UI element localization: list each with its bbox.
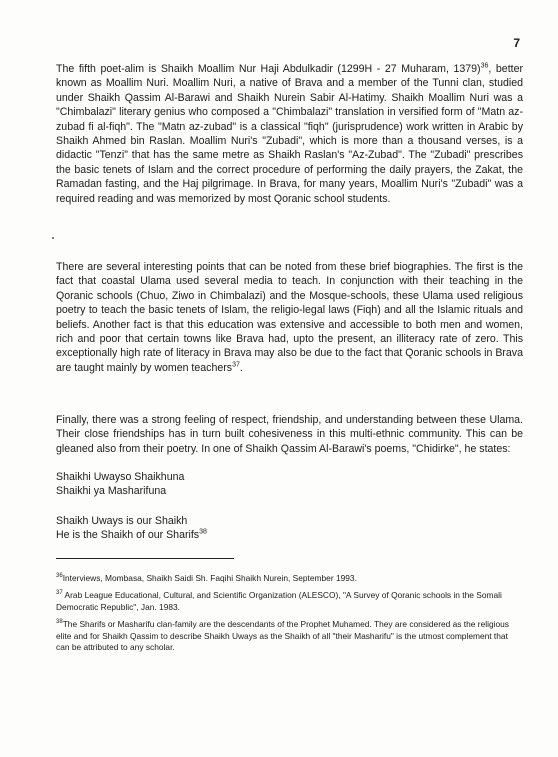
- footnote-number: 36: [56, 573, 63, 580]
- verse-line: Shaikhi ya Masharifuna: [56, 485, 167, 498]
- verse-line: [56, 528, 207, 542]
- scan-speck: [52, 237, 54, 239]
- footnote-number: 37: [56, 590, 63, 597]
- paragraph-poet-alim: [56, 62, 523, 206]
- footnote-ref-36: 36: [480, 62, 489, 70]
- footnote-ref-38: 38: [199, 528, 207, 536]
- verse-line-text: He is the Shaikh of our Sharifs: [56, 529, 200, 542]
- verse-line: Shaikhi Uwayso Shaikhuna: [56, 471, 185, 483]
- footnote-number: 38: [56, 619, 63, 626]
- footnote-divider: [56, 558, 234, 559]
- verse-line: Shaikh Uways is our Shaikh: [56, 515, 188, 527]
- footnote-ref-37: 37: [232, 361, 240, 369]
- footnote-38: [56, 619, 523, 654]
- footnote-37: [56, 590, 523, 613]
- footnote-36: [56, 573, 523, 585]
- paragraph-biographies: [56, 260, 523, 375]
- footnote-text: Interviews, Mombasa, Shaikh Saidi Sh. Faqihi Shaikh Nurein, September 1993.: [62, 573, 357, 583]
- verse-chimbalazi: [56, 470, 184, 499]
- paragraph-text: , better known as Moallim Nuri. Moallim Nuri, a native of Brava and a member of the Tunni clan, studied under Shaikh Qassim Al-Barawi and Shaikh Nurein Sabir Al-Hatimy. Shaikh Moallim Nuri was a "Chimbalazi" literary genius who composed a "Chimbalazi" translation in versified form of "Matn az-zubad fi al-fiqh". The "Matn az-zubad" is a classical "fiqh" (jurisprudence) work written in Arabic by Shaikh Ahmed bin Raslan. Moallim Nuri's "Zubadi", which is more than a thousand verses, is a didactic "Tenzi" that has the same metre as Shaikh Raslan's "Az-Zubad". The "Zubadi" prescribes the basic tenets of Islam and the correct procedure of performing the daily prayers, the Zakat, the Ramadan fasting, and the Haj pilgrimage. In Brava, for many years, Moallim Nuri's "Zubadi" was a required reading and was memorized by most Qoranic school students.: [56, 63, 524, 205]
- paragraph-text: The fifth poet-alim is Shaikh Moallim Nur Haji Abdulkadir (1299H - 27 Muharam, 1379): [56, 63, 481, 75]
- paragraph-friendship: Finally, there was a strong feeling of respect, friendship, and understanding between these Ulama. Their close friendships has in turn built cohesiveness in this multi-ethnic community. This can be gleaned also from their poetry. In one of Shaikh Qassim Al-Barawi's poems, "Chidirke", he states:: [56, 414, 523, 455]
- page-number: 7: [513, 36, 520, 50]
- footnote-text: The Sharifs or Masharifu clan-family are the descendants of the Prophet Muhamed. They are considered as the religious elite and for Shaikh Qassim to describe Shaikh Uways as the Shaikh of all "their Masharifu" is the utmost complement that can be attributed to any scholar.: [56, 619, 509, 652]
- paragraph-text: .: [239, 361, 243, 374]
- footnote-text: Arab League Educational, Cultural, and Scientific Organization (ALESCO), "A Survey of Qoranic schools in the Somali Democratic Republic", Jan. 1983.: [56, 590, 502, 612]
- verse-translation: [56, 514, 207, 543]
- paragraph-text: There are several interesting points that can be noted from these brief biographies. The first is the fact that coastal Ulama used several media to teach. In conjunction with their teaching in the Qoranic schools (Chuo, Ziwo in Chimbalazi) and the Mosque-schools, these Ulama used religious poetry to teach the basic tenets of Islam, the religio-legal laws (Fiqh) and all the Islamic rituals and beliefs. Another fact is that this education was extensive and accessible to both men and women, rich and poor that certain towns like Brava had, upto the present, an illiteracy rate of zero. This exceptionally high rate of literacy in Brava may also be due to the fact that Qoranic schools in Brava are taught mainly by women teachers: [56, 261, 523, 374]
